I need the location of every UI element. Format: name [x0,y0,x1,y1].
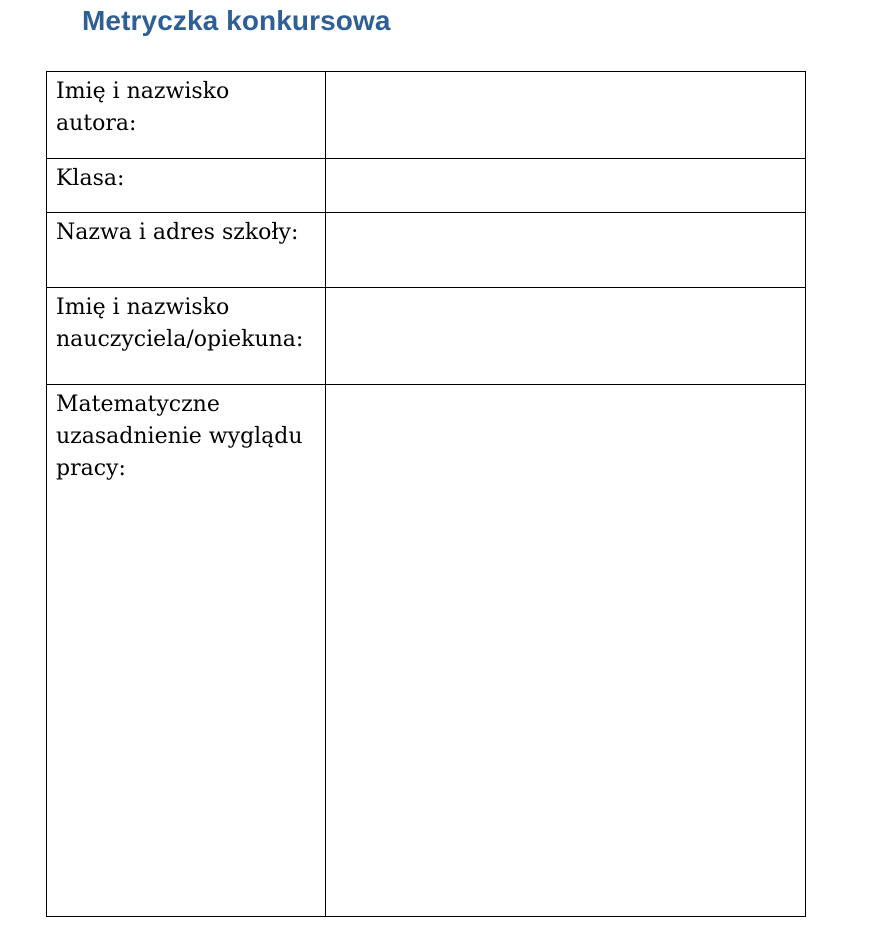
table-row-teacher [47,288,806,385]
field-label-school: Nazwa i adres szkoły: [47,213,326,288]
field-value-teacher[interactable] [326,288,806,385]
table-row-author [47,72,806,159]
field-label-class: Klasa: [47,159,326,213]
entry-form-table [46,71,806,917]
table-row-justification [47,385,806,917]
field-label-author: Imię i nazwisko autora: [47,72,326,159]
table-row-class [47,159,806,213]
field-label-justification: Matematyczne uzasadnienie wyglądu pracy: [47,385,326,917]
field-label-teacher: Imię i nazwisko nauczyciela/opiekuna: [47,288,326,385]
table-row-school [47,213,806,288]
field-value-author[interactable] [326,72,806,159]
field-value-class[interactable] [326,159,806,213]
page-title: Metryczka konkursowa [82,5,391,36]
field-value-school[interactable] [326,213,806,288]
field-value-justification[interactable] [326,385,806,917]
